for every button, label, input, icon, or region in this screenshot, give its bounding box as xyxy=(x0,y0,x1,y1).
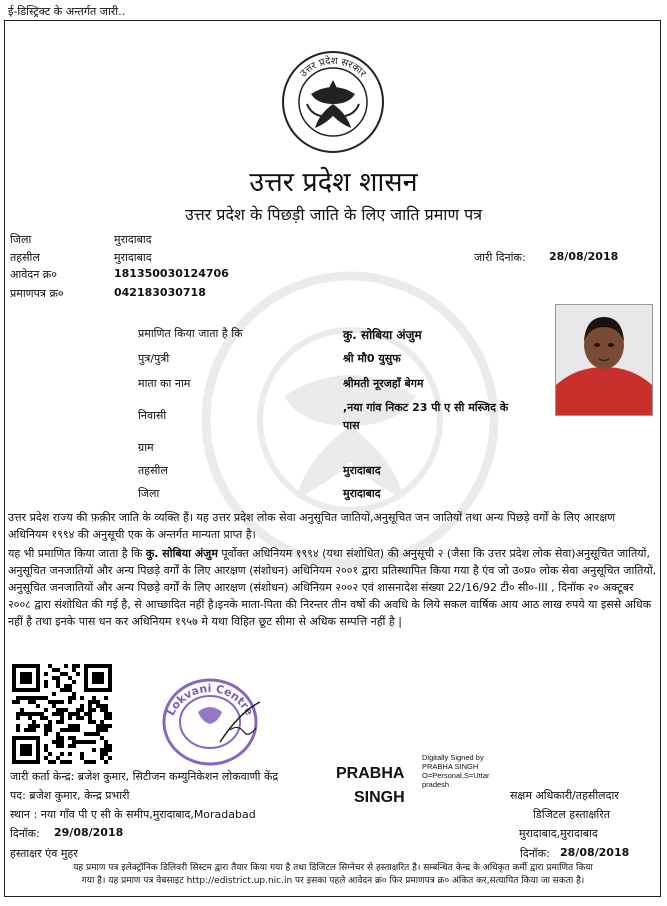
resident-address-line1: ,नया गांव निकट 23 पी ए सी मस्जिद के xyxy=(343,401,509,414)
certificate-number-value: 042183030718 xyxy=(114,286,206,299)
authority-digital-sign: डिजिटल हस्ताक्षरित xyxy=(533,808,610,821)
tehsil-value: मुरादाबाद xyxy=(114,251,152,264)
resident-label: निवासी xyxy=(138,409,167,422)
tehsil-label: तहसील xyxy=(10,251,40,264)
parent-label: पुत्र/पुत्री xyxy=(138,352,170,365)
mother-label: माता का नाम xyxy=(138,377,191,390)
details-district-label: जिला xyxy=(138,487,160,500)
page-title: उत्तर प्रदेश शासन xyxy=(249,167,418,198)
authority-date-value: 28/08/2018 xyxy=(560,846,630,859)
page-subtitle: उत्तर प्रदेश के पिछड़ी जाति के लिए जाति प्रमाण पत्र xyxy=(184,205,483,224)
issuer-date-label: दिनॉक: xyxy=(10,827,40,840)
header-note: ई-डिस्ट्रिक्ट के अन्तर्गत जारी.. xyxy=(8,5,126,18)
digital-signature-details xyxy=(422,753,490,789)
certify-label: प्रमाणित किया जाता है कि xyxy=(138,327,243,340)
issue-date-label: जारी दिनांक: xyxy=(474,251,526,264)
footer-line1: यह प्रमाण पत्र इलेक्ट्रॉनिक डिलिवरी सिस्टम द्वारा तैयार किया गया है तथा डिजिटल सिग्नेचर से हस्ताक्षरित है। सम्बन्धित केन्द्र के अधिकृत कर्मी द्वारा प्रमाणित किया xyxy=(73,863,593,873)
signer-state-text: pradesh xyxy=(422,780,450,789)
village-label: ग्राम xyxy=(138,441,154,454)
signature-seal-label: हस्ताक्षर एंव मुहर xyxy=(10,847,78,860)
footer-note xyxy=(8,862,658,888)
authority-title: सक्षम अधिकारी/तहसीलदार xyxy=(510,789,619,802)
issuer-place: स्थान : नया गाँव पी ए सी के समीप,मुरादाबाद,Moradabad xyxy=(10,808,256,821)
application-number-label: आवेदन क्र० xyxy=(10,268,57,281)
paragraph2-rest: पूर्वोक्त अधिनियम १९९४ (यथा संशोधित) की अनुसूची २ (जैसा कि उत्तर प्रदेश लोक सेवा)अनुसूचित जातियों, अनुसूचित जनजातियों और अन्य पिछड़े वर्गों के लिए आरक्षण (संशोधन) अधिनियम २००१ द्वारा प्रतिस्थापित किया गया है एंव जो उ०प्र० लोक सेवा अनुसूचित जातियों, अनुसूचित जनजातियों और अन्य पिछड़े वर्गों के लिए आरक्षण (संशोधन) अधिनियम २००२ एवं शासनादेश संख्या 22/16/92 टी० सी०-III , दिनॉक २० अक्टूबर २००८ द्वारा संशोधित की गई है, से आच्छादित नहीं है।इनके माता-पिता की निरन्तर तीन वर्षो की अवधि के लिये सकल वार्षिक आय आठ लाख रुपये या इससे अधिक नहीं है तथा इनके पास धन कर अधिनियम १९५७ मे यथा विहित छूट सीमा से अधिक सम्पत्ति नहीं है | xyxy=(8,547,657,628)
parent-name: श्री मौ0 युसुफ xyxy=(343,352,401,365)
signer-text: PRABHA SINGH xyxy=(422,762,479,771)
district-value: मुरादाबाद xyxy=(114,233,152,246)
authority-date-label: दिनॉक: xyxy=(520,847,550,860)
emblem-text: उत्तर प्रदेश सरकार xyxy=(298,55,368,80)
issuer-date-value: 29/08/2018 xyxy=(54,826,124,839)
up-govt-emblem-icon xyxy=(281,50,385,154)
issuing-center: जारी कर्ता केन्द्र: ब्रजेश कुमार, सिटीजन कम्युनिकेशन लोकवाणी केंद्र xyxy=(10,770,279,783)
stamp-text: Lokvani Centre xyxy=(164,681,256,718)
signed-by-text: Digitally Signed by xyxy=(422,753,484,762)
applicant-name: कु. सोबिया अंजुम xyxy=(343,328,422,342)
digital-signer-name-line1: PRABHA xyxy=(336,765,405,782)
certificate-number-label: प्रमाणपत्र क्र० xyxy=(10,287,64,300)
details-tehsil-label: तहसील xyxy=(138,464,168,477)
details-district-value: मुरादाबाद xyxy=(343,487,381,500)
mother-name: श्रीमती नूरजहाँ बेगम xyxy=(343,377,424,390)
digital-signer-name-line2: SINGH xyxy=(354,789,405,806)
details-tehsil-value: मुरादाबाद xyxy=(343,464,381,477)
paragraph2-name: कु. सोबिया अंजुम xyxy=(145,547,218,560)
qr-code xyxy=(12,664,112,764)
paragraph2-prefix: यह भी प्रमाणित किया जाता है कि xyxy=(8,547,146,560)
caste-statement-paragraph: उत्तर प्रदेश राज्य की फ़क़ीर जाति के व्यक्ति हैं। यह उत्तर प्रदेश लोक सेवा अनुसूचित जातियों,अनुसूचित जन जातियों तथा अन्य पिछड़े वर्गों के लिए आरक्षण अधिनियम १९९४ की अनुसूची एक के अन्तर्गत मान्यता प्राप्त है। xyxy=(8,511,616,541)
footer-line2: गया है। यह प्रमाण पत्र वेबसाइट http://edistrict.up.nic.in पर इसका पहले आवेदन क्र० फिर प्रमाणपत्र क्र० अंकित कर,सत्यापित किया जा सकता है। xyxy=(81,876,585,886)
application-number-value: 181350030124706 xyxy=(114,267,229,280)
resident-address-line2: पास xyxy=(343,419,360,432)
applicant-photo xyxy=(555,304,653,416)
authority-place: मुरादाबाद,मुरादाबाद xyxy=(519,827,598,840)
issue-date-value: 28/08/2018 xyxy=(549,250,619,263)
lokvani-stamp xyxy=(150,672,270,768)
district-label: जिला xyxy=(10,233,32,246)
issuer-post: पद: ब्रजेश कुमार, केन्द्र प्रभारी xyxy=(10,789,130,802)
signer-org-text: O=Personal,S=Uttar xyxy=(422,771,490,780)
creamy-layer-paragraph xyxy=(8,545,658,630)
